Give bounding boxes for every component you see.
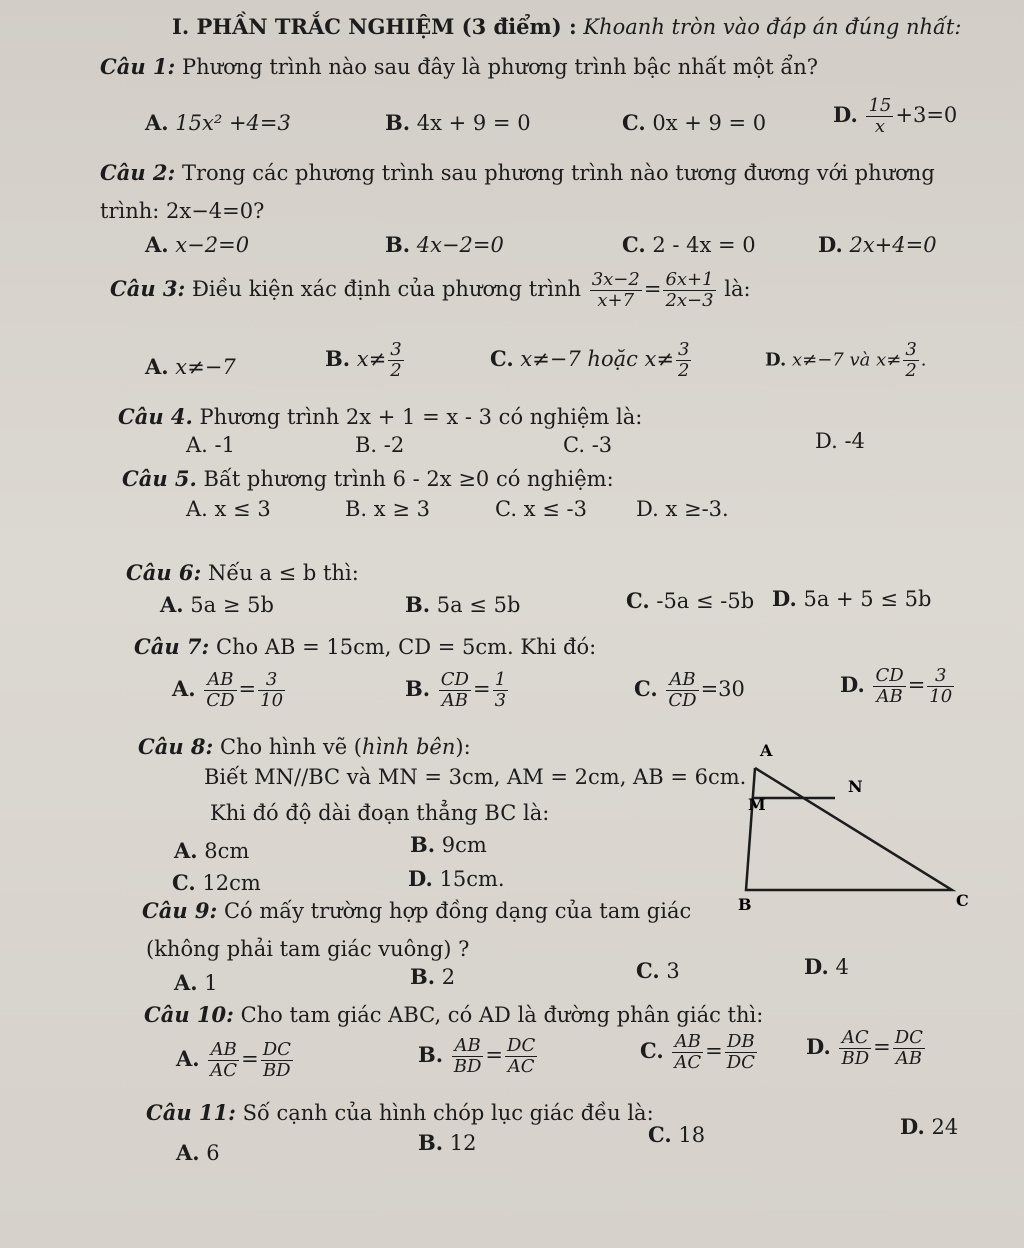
numerator: 15	[868, 95, 892, 116]
option-text: 4	[835, 955, 849, 979]
section-instruction: Khoanh tròn vào đáp án đúng nhất:	[583, 15, 962, 39]
option-text: 2 - 4x = 0	[652, 233, 756, 257]
option-text: 2x+4=0	[849, 233, 937, 257]
option-label: A.	[160, 592, 184, 617]
option-text: 18	[678, 1123, 706, 1147]
denominator: AC	[210, 1060, 238, 1081]
option-label: D.	[900, 1114, 925, 1139]
option-text: x ≥ 3	[373, 497, 430, 521]
numerator: 3	[927, 666, 954, 687]
option-label: B.	[418, 1042, 444, 1067]
option-label: B.	[418, 1130, 444, 1155]
denominator: BD	[453, 1056, 482, 1077]
q11-option-d[interactable]	[900, 1114, 958, 1140]
fraction	[903, 340, 918, 381]
fraction-2	[505, 1036, 537, 1077]
option-label: C.	[636, 958, 660, 983]
denominator: AB	[895, 1048, 922, 1069]
option-text: +3=0	[895, 103, 958, 127]
question-number: Câu 9:	[142, 898, 218, 923]
section-title: I. PHẦN TRẮC NGHIỆM (3 điểm) :	[172, 14, 577, 39]
fraction-1	[439, 670, 471, 711]
question-number: Câu 1:	[100, 54, 176, 79]
option-text: x≠−7 hoặc x≠	[520, 347, 674, 371]
q2-option-c[interactable]	[622, 232, 756, 258]
option-label: B.	[385, 232, 411, 257]
option-text: -1	[214, 433, 235, 457]
option-label: D.	[840, 672, 865, 697]
option-text: 15cm.	[439, 867, 505, 891]
option-label: D.	[408, 866, 433, 891]
fraction-2	[893, 1028, 925, 1069]
fraction-2	[725, 1032, 757, 1073]
q4-option-b[interactable]	[355, 432, 404, 458]
question-number: Câu 2:	[100, 160, 176, 185]
q2-option-b[interactable]	[385, 232, 504, 258]
question-text: Phương trình 2x + 1 = x - 3 có nghiệm là:	[199, 405, 643, 429]
option-label: D.	[815, 429, 838, 453]
q1-option-d[interactable]	[833, 96, 957, 137]
fraction-1	[666, 670, 698, 711]
question-5	[122, 466, 614, 492]
triangle-figure	[730, 740, 980, 920]
question-text: Cho tam giác ABC, có AD là đường phân giác thì:	[240, 1003, 764, 1027]
question-3: Câu 3: Điều kiện xác định của phương trình $\frac{3x-2}{x+7}$ = $\frac{6x+1}{2x-3}$ là:	[110, 269, 751, 311]
option-label: B.	[345, 497, 368, 521]
numerator: AB	[452, 1036, 484, 1057]
fraction-2	[258, 670, 285, 711]
q6-option-d[interactable]	[772, 586, 931, 612]
option-text: 15x² +4=3	[175, 111, 291, 135]
question-text-italic: hình bên	[362, 735, 456, 759]
option-label: A.	[145, 232, 169, 257]
option-label: C.	[634, 676, 658, 701]
point-b-label: B	[738, 895, 752, 914]
fraction	[676, 340, 691, 381]
q1-option-a[interactable]	[145, 110, 291, 136]
question-2	[100, 160, 935, 186]
option-label: C.	[648, 1122, 672, 1147]
numerator: 3	[677, 339, 690, 360]
fraction	[388, 340, 403, 381]
q4-option-c[interactable]	[563, 432, 612, 458]
option-text: 5a ≥ 5b	[190, 593, 274, 617]
question-text: Nếu a ≤ b thì:	[207, 561, 359, 585]
denominator: 3	[494, 690, 507, 711]
q3-option-c[interactable]	[490, 340, 693, 381]
option-text: x≠−7 và x≠	[791, 349, 902, 371]
question-number: Câu 7:	[134, 634, 210, 659]
option-label: C.	[563, 433, 585, 457]
option-text: 4x−2=0	[416, 233, 504, 257]
option-text: 4x + 9 = 0	[416, 111, 531, 135]
option-text: 0x + 9 = 0	[652, 111, 767, 135]
question-1	[100, 54, 818, 80]
q2-option-d[interactable]	[818, 232, 937, 258]
q7-option-c[interactable]	[634, 670, 745, 711]
q10-option-a[interactable]: A. $\frac{AB}{AC}$ = $\frac{DC}{BD}$	[176, 1039, 291, 1081]
denominator: CD	[668, 690, 697, 711]
q9-option-b[interactable]	[410, 964, 455, 990]
option-label: D.	[804, 954, 829, 979]
q3-option-a[interactable]	[145, 354, 236, 380]
numerator: AB	[204, 670, 236, 691]
q8-option-a[interactable]	[174, 838, 249, 864]
question-number: Câu 11:	[146, 1100, 236, 1125]
q11-option-a[interactable]	[176, 1140, 220, 1166]
q8-option-c[interactable]	[172, 870, 261, 896]
q11-option-c[interactable]	[648, 1122, 705, 1148]
question-number: Câu 3:	[110, 276, 186, 301]
option-text: -2	[383, 433, 405, 457]
fraction-right	[663, 270, 715, 311]
option-label: D.	[765, 349, 787, 371]
option-label: C.	[172, 870, 196, 895]
option-label: B.	[405, 676, 431, 701]
option-text: =30	[700, 677, 745, 701]
question-8-line3: Khi đó độ dài đoạn thẳng BC là:	[210, 801, 550, 825]
denominator: 10	[260, 690, 284, 711]
denominator: x+7	[597, 290, 635, 311]
question-4	[118, 404, 642, 430]
fraction-1	[204, 670, 236, 711]
question-text: Trong các phương trình sau phương trình nào tương đương với phương	[181, 161, 935, 185]
question-text-end: là:	[724, 277, 751, 301]
question-text: Phương trình nào sau đây là phương trình bậc nhất một ẩn?	[181, 55, 819, 79]
option-text: 1	[204, 971, 218, 995]
q4-option-d[interactable]	[815, 428, 865, 454]
option-text: 12cm	[202, 871, 261, 895]
q10-option-d[interactable]: D. $\frac{AC}{BD}$ = $\frac{DC}{AB}$	[806, 1027, 923, 1069]
fraction-1	[672, 1032, 703, 1073]
denominator: 2	[390, 360, 402, 381]
option-text: -5a ≤ -5b	[656, 589, 755, 613]
question-number: Câu 6:	[126, 560, 202, 585]
q4-option-a[interactable]	[186, 432, 235, 458]
question-number: Câu 10:	[144, 1002, 234, 1027]
option-label: B.	[385, 110, 411, 135]
q5-option-c[interactable]	[495, 496, 587, 522]
q7-option-b[interactable]	[405, 670, 510, 711]
fraction	[866, 96, 893, 137]
q5-option-d[interactable]	[636, 496, 729, 522]
option-label: D.	[818, 232, 843, 257]
denominator: AC	[507, 1056, 535, 1077]
numerator: AB	[666, 670, 698, 691]
question-text: Có mấy trường hợp đồng dạng của tam giác	[223, 899, 692, 923]
question-text: Số cạnh của hình chóp lục giác đều là:	[242, 1101, 654, 1125]
option-label: A.	[145, 354, 169, 379]
numerator: CD	[875, 665, 904, 686]
denominator: DC	[726, 1052, 755, 1073]
q11-option-b[interactable]	[418, 1130, 476, 1156]
question-text: Bất phương trình 6 - 2x ≥0 có nghiệm:	[203, 467, 614, 491]
question-6	[126, 560, 359, 586]
numerator: AB	[208, 1040, 239, 1061]
option-text: 6	[206, 1141, 220, 1165]
numerator: DB	[725, 1032, 757, 1053]
option-label: D.	[833, 102, 858, 127]
option-text: 5a + 5 ≤ 5b	[803, 587, 932, 611]
option-label: A.	[174, 970, 198, 995]
q6-option-b[interactable]	[405, 592, 520, 618]
option-label: C.	[622, 110, 646, 135]
point-a-label: A	[760, 741, 773, 760]
equals: =	[907, 673, 926, 697]
fraction-2	[493, 670, 508, 711]
denominator: x	[874, 116, 885, 137]
question-10	[144, 1002, 763, 1028]
option-label: D.	[772, 586, 797, 611]
numerator: CD	[440, 669, 469, 690]
option-text-end: .	[920, 349, 927, 371]
denominator: 10	[929, 686, 953, 707]
option-text: -3	[591, 433, 613, 457]
option-label: B.	[410, 964, 436, 989]
fraction-1	[839, 1028, 871, 1069]
option-label: A.	[186, 497, 208, 521]
numerator: DC	[894, 1027, 923, 1048]
question-number: Câu 4.	[118, 404, 193, 429]
q5-option-a[interactable]	[186, 496, 271, 522]
numerator: 3	[390, 339, 402, 360]
q9-option-d[interactable]	[804, 954, 849, 980]
option-label: C.	[495, 497, 517, 521]
numerator: 1	[494, 669, 507, 690]
q10-option-c[interactable]: C. $\frac{AB}{AC}$ = $\frac{DB}{DC}$	[640, 1031, 755, 1073]
equals: =	[238, 677, 257, 701]
denominator: 2	[677, 360, 690, 381]
fraction-2	[927, 666, 954, 707]
question-9-line2: (không phải tam giác vuông) ?	[146, 937, 470, 961]
question-number: Câu 5.	[122, 466, 197, 491]
q9-option-a[interactable]	[174, 970, 218, 996]
point-c-label: C	[956, 891, 969, 910]
question-2-line2: trình: 2x−4=0?	[100, 199, 265, 223]
q7-option-a[interactable]	[172, 670, 287, 711]
option-text: x ≤ 3	[214, 497, 271, 521]
option-label: B.	[355, 433, 378, 457]
option-label: B.	[410, 832, 436, 857]
denominator: CD	[206, 690, 235, 711]
option-text: 3	[666, 959, 680, 983]
option-text: x≠	[356, 347, 387, 371]
q3-option-d[interactable]	[765, 340, 927, 381]
numerator: DC	[262, 1039, 291, 1060]
fraction-1	[452, 1036, 484, 1077]
fraction-1	[208, 1040, 239, 1081]
section-heading	[172, 14, 961, 40]
denominator: AC	[674, 1052, 702, 1073]
q8-option-b[interactable]	[410, 832, 487, 858]
numerator: 3	[905, 339, 917, 360]
question-11	[146, 1100, 654, 1126]
numerator: AC	[839, 1028, 871, 1049]
option-label: D.	[636, 497, 659, 521]
option-text: -4	[844, 429, 865, 453]
option-label: C.	[626, 588, 650, 613]
question-text-end: ):	[455, 735, 471, 759]
denominator: 2x−3	[665, 290, 714, 311]
denominator: AB	[441, 690, 468, 711]
option-text: x ≤ -3	[523, 497, 587, 521]
option-text: 24	[931, 1115, 959, 1139]
question-number: Câu 8:	[138, 734, 214, 759]
numerator: 3	[258, 670, 285, 691]
option-text: x−2=0	[175, 233, 250, 257]
option-text: x≠−7	[175, 355, 236, 379]
q7-option-d[interactable]	[840, 666, 956, 707]
numerator: 3x−2	[591, 269, 640, 290]
question-9	[142, 898, 691, 924]
option-label: B.	[405, 592, 431, 617]
option-label: B.	[325, 346, 351, 371]
point-n-label: N	[848, 777, 863, 796]
option-label: A.	[174, 838, 198, 863]
denominator: BD	[262, 1060, 291, 1081]
q9-option-c[interactable]	[636, 958, 680, 984]
numerator: 6x+1	[665, 269, 714, 290]
option-label: A.	[172, 676, 196, 701]
q6-option-c[interactable]	[626, 588, 754, 614]
option-text: x ≥-3.	[665, 497, 729, 521]
option-label: A.	[186, 433, 208, 457]
numerator: AB	[672, 1032, 703, 1053]
option-label: D.	[806, 1034, 831, 1059]
q1-option-b[interactable]	[385, 110, 531, 136]
option-label: A.	[145, 110, 169, 135]
q5-option-b[interactable]	[345, 496, 430, 522]
numerator: DC	[507, 1035, 536, 1056]
q10-option-b[interactable]: B. $\frac{AB}{BD}$ = $\frac{DC}{AC}$	[418, 1035, 536, 1077]
q6-option-a[interactable]	[160, 592, 274, 618]
question-text: Điều kiện xác định của phương trình	[191, 277, 581, 301]
fraction-left	[590, 270, 642, 311]
fraction-1	[873, 666, 905, 707]
q2-option-a[interactable]	[145, 232, 249, 258]
option-label: C.	[490, 346, 514, 371]
option-text: 9cm	[441, 833, 487, 857]
option-label: C.	[622, 232, 646, 257]
question-text: Cho hình vẽ (	[219, 735, 362, 759]
equals: =	[472, 677, 491, 701]
denominator: AB	[876, 686, 903, 707]
denominator: BD	[841, 1048, 870, 1069]
question-8	[138, 734, 471, 760]
option-label: A.	[176, 1046, 200, 1071]
option-text: 12	[449, 1131, 477, 1155]
q3-option-b[interactable]	[325, 340, 406, 381]
option-text: 2	[441, 965, 456, 989]
point-m-label: M	[748, 795, 766, 814]
option-label: C.	[640, 1038, 664, 1063]
fraction-2	[261, 1040, 293, 1081]
option-text: 8cm	[204, 839, 250, 863]
q1-option-c[interactable]	[622, 110, 766, 136]
question-7	[134, 634, 596, 660]
question-text: Cho AB = 15cm, CD = 5cm. Khi đó:	[215, 635, 597, 659]
option-label: A.	[176, 1140, 200, 1165]
question-8-line2: Biết MN//BC và MN = 3cm, AM = 2cm, AB = 6cm.	[204, 765, 747, 789]
denominator: 2	[905, 360, 917, 381]
q8-option-d[interactable]	[408, 866, 505, 892]
option-text: 5a ≤ 5b	[436, 593, 521, 617]
